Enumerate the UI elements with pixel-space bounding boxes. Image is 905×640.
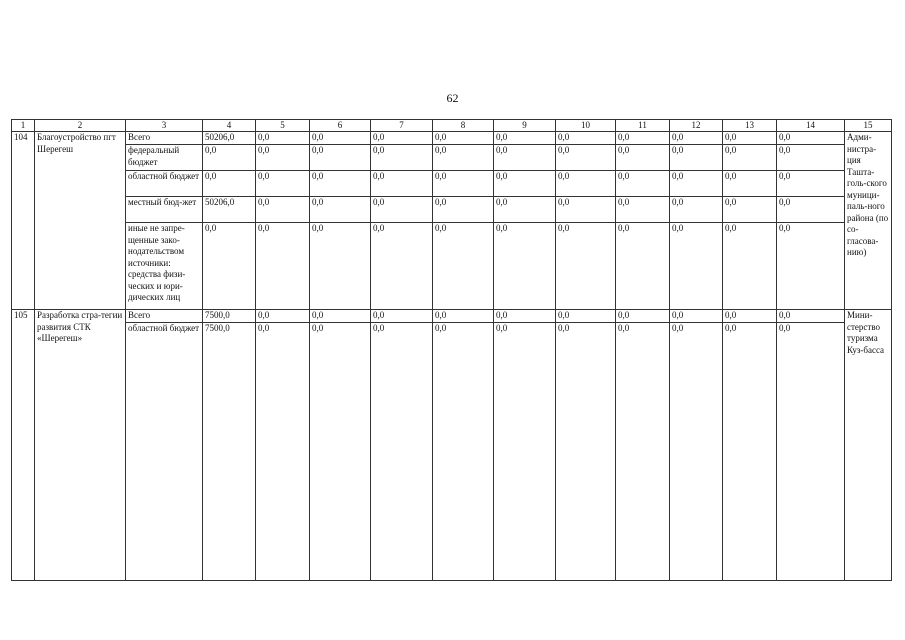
- value-cell: 0,0: [256, 145, 310, 171]
- value-cell: 0,0: [494, 171, 556, 197]
- value-cell: 0,0: [371, 171, 433, 197]
- funding-source: иные не запре-щенные зако-нодательством источники: средства физи-ческих и юри-дических лиц: [126, 223, 203, 310]
- value-cell: 0,0: [723, 323, 777, 581]
- value-cell: 0,0: [616, 323, 670, 581]
- value-cell: 0,0: [203, 145, 256, 171]
- value-cell: 0,0: [777, 132, 845, 145]
- value-cell: 0,0: [616, 223, 670, 310]
- column-number: 14: [777, 120, 845, 132]
- funding-source: Всего: [126, 132, 203, 145]
- column-number: 3: [126, 120, 203, 132]
- funding-source: федеральный бюджет: [126, 145, 203, 171]
- column-number: 15: [845, 120, 892, 132]
- value-cell: 0,0: [723, 132, 777, 145]
- table-row: [12, 310, 892, 323]
- value-cell: 0,0: [723, 197, 777, 223]
- column-number: 9: [494, 120, 556, 132]
- value-cell: 0,0: [371, 223, 433, 310]
- page-number: 62: [446, 91, 459, 105]
- value-cell: 0,0: [556, 132, 616, 145]
- value-cell: 0,0: [670, 310, 723, 323]
- value-cell: 0,0: [371, 310, 433, 323]
- value-cell: 0,0: [777, 323, 845, 581]
- executor: Мини-стерство туризма Куз-басса: [845, 310, 892, 581]
- table-row: [12, 145, 892, 171]
- column-number-row: [12, 120, 892, 132]
- value-cell: 0,0: [433, 197, 494, 223]
- value-cell: 0,0: [310, 145, 371, 171]
- value-cell: 0,0: [777, 171, 845, 197]
- value-cell: 0,0: [371, 197, 433, 223]
- value-cell: 0,0: [723, 171, 777, 197]
- value-cell: 0,0: [371, 132, 433, 145]
- funding-source: местный бюд-жет: [126, 197, 203, 223]
- value-cell: 0,0: [777, 310, 845, 323]
- column-number: 6: [310, 120, 371, 132]
- value-cell: 0,0: [723, 310, 777, 323]
- value-cell: 0,0: [777, 145, 845, 171]
- value-cell: 0,0: [433, 132, 494, 145]
- value-cell: 0,0: [494, 323, 556, 581]
- value-cell: 0,0: [494, 145, 556, 171]
- column-number: 1: [12, 120, 35, 132]
- measure-name: Разработка стра-тегии развития СТК «Шерегеш»: [35, 310, 126, 581]
- value-cell: 0,0: [670, 197, 723, 223]
- value-cell: 0,0: [556, 145, 616, 171]
- funding-source: областной бюджет: [126, 323, 203, 581]
- value-cell: 0,0: [616, 197, 670, 223]
- value-cell: 7500,0: [203, 323, 256, 581]
- value-cell: 0,0: [256, 197, 310, 223]
- budget-table: [11, 119, 892, 581]
- row-id: 105: [12, 310, 35, 581]
- value-cell: 0,0: [670, 145, 723, 171]
- column-number: 5: [256, 120, 310, 132]
- value-cell: 0,0: [723, 223, 777, 310]
- executor: Адми-нистра-ция Ташта-голь-ского муници-паль-ного района (по со-гласова-нию): [845, 132, 892, 310]
- value-cell: 0,0: [494, 197, 556, 223]
- value-cell: 50206,0: [203, 132, 256, 145]
- value-cell: 7500,0: [203, 310, 256, 323]
- value-cell: 0,0: [310, 197, 371, 223]
- value-cell: 0,0: [556, 223, 616, 310]
- value-cell: 0,0: [670, 171, 723, 197]
- value-cell: 0,0: [371, 323, 433, 581]
- value-cell: 0,0: [616, 310, 670, 323]
- table-row: [12, 171, 892, 197]
- funding-source: областной бюджет: [126, 171, 203, 197]
- value-cell: 0,0: [310, 171, 371, 197]
- table-row: [12, 223, 892, 310]
- column-number: 4: [203, 120, 256, 132]
- column-number: 12: [670, 120, 723, 132]
- row-id: 104: [12, 132, 35, 310]
- value-cell: 0,0: [556, 197, 616, 223]
- value-cell: 0,0: [310, 223, 371, 310]
- column-number: 7: [371, 120, 433, 132]
- value-cell: 0,0: [433, 171, 494, 197]
- value-cell: 0,0: [203, 171, 256, 197]
- value-cell: 0,0: [556, 323, 616, 581]
- measure-name: Благоустройство пгт Шерегеш: [35, 132, 126, 310]
- value-cell: 0,0: [203, 223, 256, 310]
- value-cell: 0,0: [670, 323, 723, 581]
- column-number: 11: [616, 120, 670, 132]
- value-cell: 0,0: [556, 171, 616, 197]
- value-cell: 0,0: [556, 310, 616, 323]
- value-cell: 50206,0: [203, 197, 256, 223]
- value-cell: 0,0: [723, 145, 777, 171]
- value-cell: 0,0: [256, 323, 310, 581]
- column-number: 10: [556, 120, 616, 132]
- value-cell: 0,0: [494, 310, 556, 323]
- value-cell: 0,0: [433, 323, 494, 581]
- value-cell: 0,0: [256, 223, 310, 310]
- value-cell: 0,0: [433, 310, 494, 323]
- value-cell: 0,0: [777, 197, 845, 223]
- column-number: 2: [35, 120, 126, 132]
- value-cell: 0,0: [616, 145, 670, 171]
- value-cell: 0,0: [433, 145, 494, 171]
- value-cell: 0,0: [256, 132, 310, 145]
- value-cell: 0,0: [371, 145, 433, 171]
- value-cell: 0,0: [256, 310, 310, 323]
- value-cell: 0,0: [310, 310, 371, 323]
- table-row: [12, 132, 892, 145]
- funding-source: Всего: [126, 310, 203, 323]
- value-cell: 0,0: [256, 171, 310, 197]
- value-cell: 0,0: [616, 171, 670, 197]
- value-cell: 0,0: [310, 132, 371, 145]
- value-cell: 0,0: [670, 223, 723, 310]
- value-cell: 0,0: [616, 132, 670, 145]
- value-cell: 0,0: [494, 223, 556, 310]
- column-number: 8: [433, 120, 494, 132]
- value-cell: 0,0: [494, 132, 556, 145]
- table-row: [12, 323, 892, 581]
- value-cell: 0,0: [310, 323, 371, 581]
- value-cell: 0,0: [777, 223, 845, 310]
- table-row: [12, 197, 892, 223]
- value-cell: 0,0: [433, 223, 494, 310]
- value-cell: 0,0: [670, 132, 723, 145]
- column-number: 13: [723, 120, 777, 132]
